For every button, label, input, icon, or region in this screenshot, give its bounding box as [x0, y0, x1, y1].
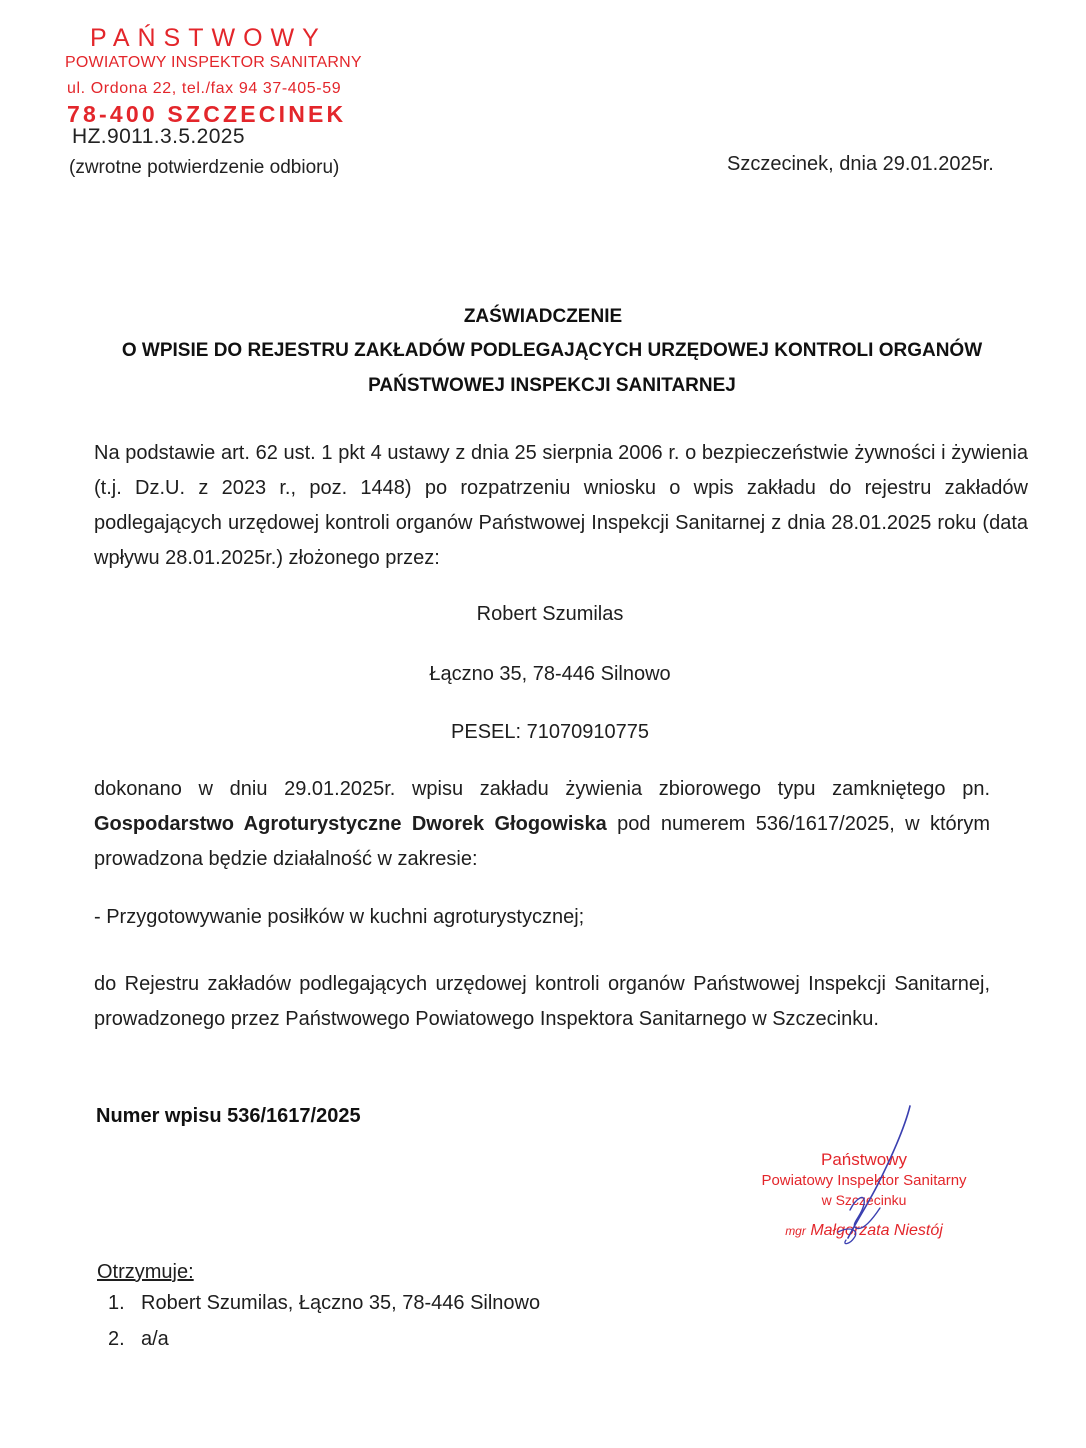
- signature-stamp-line1: Państwowy: [821, 1150, 907, 1169]
- applicant-name: Robert Szumilas: [476, 603, 624, 625]
- legal-basis-paragraph: Na podstawie art. 62 ust. 1 pkt 4 ustawy z dnia 25 sierpnia 2006 r. o bezpieczeństwie żywności i żywienia (t.j. Dz.U. z 2023 r., poz. 1448) po rozpatrzeniu wniosku o wpis zakładu do rejestru zakładów podlegających urzędowej kontroli organów Państwowej Inspekcji Sanitarnej z dnia 28.01.2025 roku (data wpływu 28.01.2025r.) złożonego przez:: [94, 442, 1028, 569]
- recipient-number: 2.: [108, 1328, 125, 1350]
- entry-number: Numer wpisu 536/1617/2025: [96, 1105, 361, 1127]
- signature-stamp-line2: Powiatowy Inspektor Sanitarny: [761, 1172, 967, 1189]
- case-number: HZ.9011.3.5.2025: [72, 125, 245, 148]
- place-and-date: Szczecinek, dnia 29.01.2025r.: [727, 153, 994, 175]
- header-stamp-address: ul. Ordona 22, tel./fax 94 37-405-59: [67, 80, 342, 97]
- recipient-text: Robert Szumilas, Łączno 35, 78-446 Silnowo: [141, 1292, 541, 1314]
- activity-item: - Przygotowywanie posiłków w kuchni agroturystycznej;: [94, 906, 585, 928]
- header-stamp-line2: POWIATOWY INSPEKTOR SANITARNY: [65, 54, 362, 71]
- applicant-address: Łączno 35, 78-446 Silnowo: [429, 663, 671, 685]
- document-title: ZAŚWIADCZENIE: [463, 306, 623, 327]
- applicant-pesel: PESEL: 71070910775: [451, 721, 649, 743]
- signature-prefix: mgr: [785, 1224, 806, 1238]
- recipient-number: 1.: [108, 1292, 125, 1314]
- registration-text-part1: dokonano w dniu 29.01.2025r. wpisu zakładu żywienia zbiorowego typu zamkniętego pn.: [94, 778, 990, 800]
- recipient-item: [108, 1292, 540, 1328]
- recipient-text: a/a: [141, 1328, 169, 1350]
- recipients-list: [108, 1292, 540, 1364]
- header-stamp-line1: PAŃSTWOWY: [90, 24, 327, 52]
- handwritten-signature: [820, 1100, 930, 1250]
- signature-stamp-line3: w Szczecinku: [821, 1192, 907, 1208]
- register-paragraph: do Rejestru zakładów podlegających urzędowej kontroli organów Państwowej Inspekcji Sanitarnej, prowadzonego przez Państwowego Powiatowego Inspektora Sanitarnego w Szczecinku.: [94, 973, 990, 1030]
- document-subtitle-line2: PAŃSTWOWEJ INSPEKCJI SANITARNEJ: [368, 375, 736, 396]
- recipient-item: [108, 1328, 540, 1364]
- return-receipt-note: (zwrotne potwierdzenie odbioru): [69, 157, 340, 178]
- establishment-name: Gospodarstwo Agroturystyczne Dworek Głogowiska: [94, 813, 607, 835]
- registration-paragraph: [94, 772, 990, 877]
- document-subtitle-line1: O WPISIE DO REJESTRU ZAKŁADÓW PODLEGAJĄCYCH URZĘDOWEJ KONTROLI ORGANÓW: [121, 340, 983, 361]
- signatory-name: Małgorzata Niestój: [810, 1222, 943, 1239]
- registration-text-part2: pod numerem 536/1617/2025, w którym prowadzona będzie działalność w zakresie:: [94, 813, 991, 870]
- recipients-heading: Otrzymuje:: [97, 1261, 194, 1283]
- header-stamp-city: 78-400 SZCZECINEK: [67, 101, 347, 127]
